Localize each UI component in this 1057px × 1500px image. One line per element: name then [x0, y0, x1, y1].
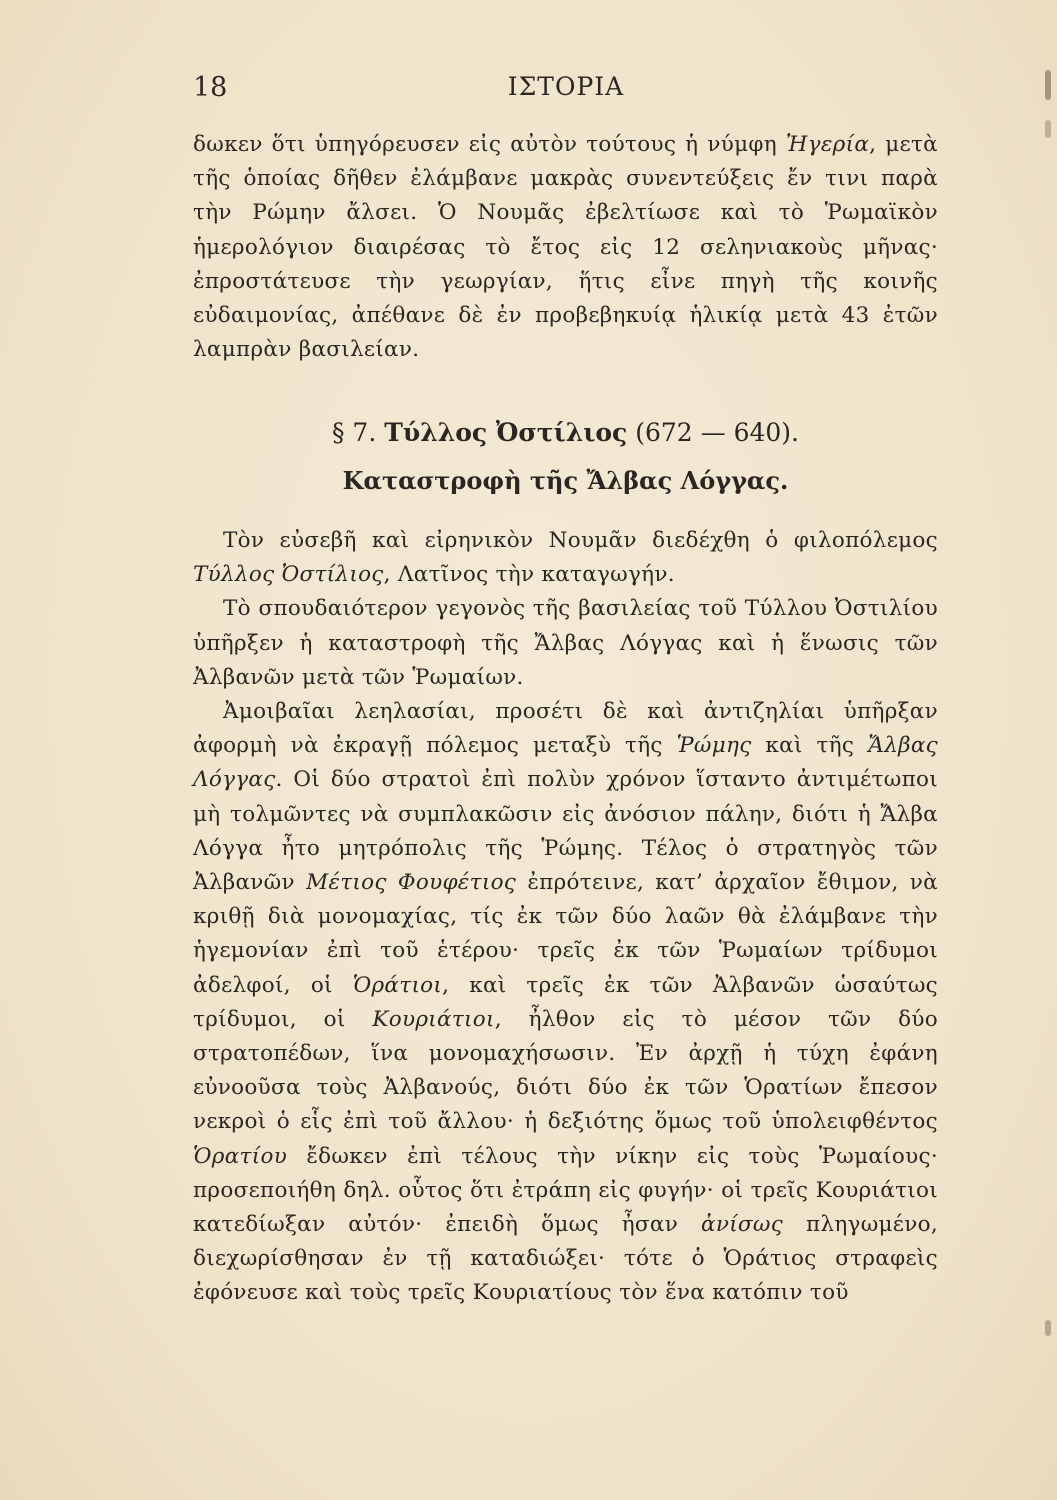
italic-name-rome: Ῥώμης [676, 733, 752, 759]
italic-word: ἀνίσως [701, 1212, 784, 1238]
text-run: καὶ τῆς [751, 733, 869, 759]
page-edge-mark [1045, 120, 1051, 138]
section-dates: (672 — 640). [635, 418, 799, 447]
section-subheading: Καταστροφὴ τῆς Ἄλβας Λόγγας. [342, 466, 789, 495]
text-run: , μετὰ τῆς ὁποίας δῆθεν ἐλάμβανε μακρὰς συνεντεύξεις ἔν τινι παρὰ τὴν Ρώμην ἄλσει. Ὁ Νουμᾶς ἐβελτίωσε καὶ τὸ Ῥωμαϊκὸν ἡμερολόγιον διαιρέσας τὸ ἔτος εἰς 12 σεληνιακοὺς μῆνας· ἐπροστάτευσε τὴν γεωργίαν, ἥτις εἶνε πηγὴ τῆς κοινῆς εὐδαιμονίας, ἀπέθανε δὲ ἐν προβεβηκυίᾳ ἡλικίᾳ μετὰ 43 ἐτῶν λαμπρὰν βασιλείαν. [193, 132, 938, 363]
italic-name-mettius: Μέτιος Φουφέτιος [306, 870, 517, 896]
text-run: Τὸν εὐσεβῆ καὶ εἰρηνικὸν Νουμᾶν διεδέχθη ὁ φιλοπόλεμος [223, 528, 938, 553]
paragraph-3 [193, 695, 938, 1311]
italic-name-horatius: Ὁρατίου [193, 1143, 288, 1169]
text-run: , Λατῖνος τὴν καταγωγήν. [383, 562, 675, 588]
text-run: , καὶ τρεῖς ἐκ τῶν Ἀλβανῶν ὡσαύτως τρίδυμοι, οἱ [193, 972, 938, 1032]
text-run: πληγωμένο, διεχωρίσθησαν ἐν τῇ καταδιώξει· τότε ὁ Ὁράτιος στραφεὶς ἐφόνευσε καὶ τοὺς τρεῖς Κουριατίους τὸν ἕνα κατόπιν τοῦ [193, 1212, 938, 1306]
italic-name-tullus: Τύλλος Ὀστίλιος [193, 562, 384, 588]
section-heading [193, 418, 938, 447]
section-title: Τύλλος Ὀστίλιος [384, 418, 628, 447]
text-run: Ἀμοιβαῖαι λεηλασίαι, προσέτι δὲ καὶ ἀντιζηλίαι ὑπῆρξαν ἀφορμὴ νὰ ἐκραγῇ πόλεμος μεταξὺ τῆς [193, 699, 938, 759]
italic-name-curiatii: Κουριάτιοι [372, 1006, 495, 1032]
paragraph-2: Τὸ σπουδαιότερον γεγονὸς τῆς βασιλείας τοῦ Τύλλου Ὀστιλίου ὑπῆρξεν ἡ καταστροφὴ τῆς Ἄλβας Λόγγας καὶ ἡ ἕνωσις τῶν Ἀλβανῶν μετὰ τῶν Ῥωμαίων. [193, 596, 938, 690]
text-run: . Οἱ δύο στρατοὶ ἐπὶ πολὺν χρόνον ἵσταντο ἀντιμέτωποι μὴ τολμῶντες νὰ συμπλακῶσιν εἰς ἀνόσιον πάλην, διότι ἡ Ἄλβα Λόγγα ἦτο μητρόπολις τῆς Ῥώμης. Τέλος ὁ στρατηγὸς τῶν Ἀλβανῶν [193, 767, 938, 896]
running-head [193, 72, 939, 112]
text-run: ἐπρότεινε, κατ’ ἀρχαῖον ἔθιμον, νὰ κριθῇ διὰ μονομαχίας, τίς ἐκ τῶν δύο λαῶν θὰ ἐλάμβανε τὴν ἡγεμονίαν ἐπὶ τοῦ ἑτέρου· τρεῖς ἐκ τῶν Ῥωμαίων τρίδυμοι ἀδελφοί, οἱ [193, 870, 938, 998]
page-number: 18 [193, 72, 228, 103]
running-title: ΙΣΤΟΡΙΑ [507, 72, 625, 101]
italic-name-egeria: Ἠγερία [785, 132, 870, 157]
text-run: δωκεν ὅτι ὑπηγόρευσεν εἰς αὐτὸν τούτους ἡ νύμφη [193, 132, 786, 157]
section-number: § 7. [331, 418, 377, 447]
section-body [193, 524, 938, 1311]
page-edge-mark [1045, 1320, 1051, 1336]
italic-name-alba: Ἄλβας Λόγγας [193, 733, 939, 793]
italic-name-horatii: Ὁράτιοι [352, 972, 443, 998]
paragraph-numa-continued [193, 128, 938, 367]
paragraph-1 [193, 524, 938, 592]
text-run: , ἦλθον εἰς τὸ μέσον τῶν δύο στρατοπέδων, ἵνα μονομαχήσωσιν. Ἐν ἀρχῇ ἡ τύχη ἐφάνη εὐνοοῦσα τοὺς Ἀλβανούς, διότι δύο ἐκ τῶν Ὁρατίων ἔπεσον νεκροὶ ὁ εἷς ἐπὶ τοῦ ἄλλου· ἡ δεξιότης ὅμως τοῦ ὑπολειφθέντος [193, 1006, 938, 1135]
page-edge-mark [1045, 70, 1051, 100]
text-run: ἔδωκεν ἐπὶ τέλους τὴν νίκην εἰς τοὺς Ῥωμαίους· προσεποιήθη δηλ. οὗτος ὅτι ἐτράπη εἰς φυγήν· οἱ τρεῖς Κουριάτιοι κατεδίωξαν αὐτόν· ἐπειδὴ ὅμως ἦσαν [193, 1143, 938, 1238]
